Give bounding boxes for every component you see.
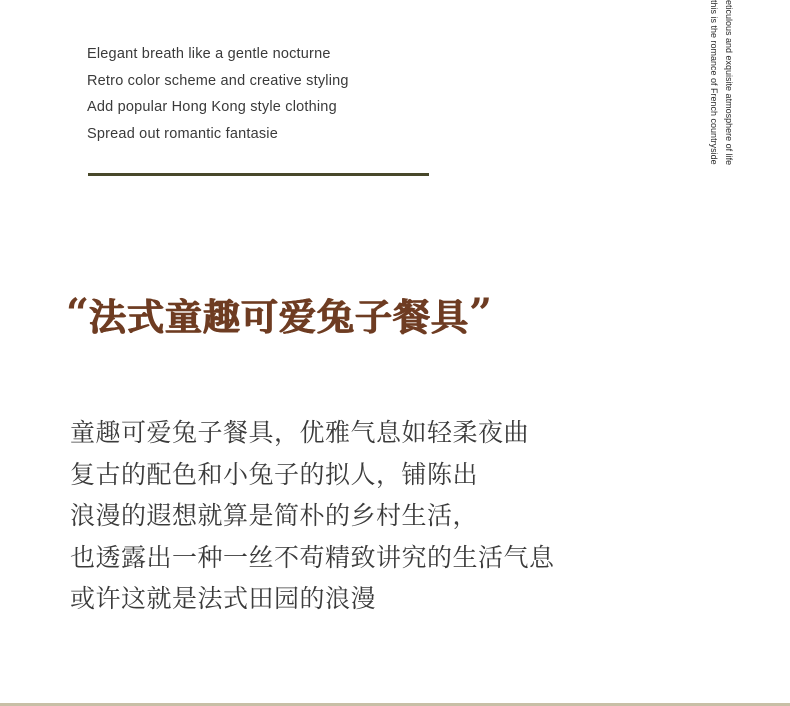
side-caption-2: eticulous and exquisite atmosphere of life bbox=[724, 0, 734, 166]
intro-line-4: Spread out romantic fantasie bbox=[87, 126, 278, 143]
description-line-3: 浪漫的遐想就算是简朴的乡村生活， bbox=[70, 501, 479, 530]
intro-divider bbox=[88, 173, 429, 176]
description-line-1: 童趣可爱兔子餐具，优雅气息如轻柔夜曲 bbox=[70, 418, 530, 447]
chinese-description bbox=[70, 412, 555, 620]
heading-close-quote: ” bbox=[469, 290, 493, 337]
intro-line-1: Elegant breath like a gentle nocturne bbox=[87, 46, 331, 62]
intro-line-2: Retro color scheme and creative styling bbox=[87, 72, 349, 89]
english-intro bbox=[87, 41, 447, 148]
description-line-5: 或许这就是法式田园的浪漫 bbox=[70, 584, 377, 613]
heading-open-quote: “ bbox=[66, 290, 90, 337]
section-heading bbox=[66, 290, 493, 340]
description-line-2: 复古的配色和小兔子的拟人，铺陈出 bbox=[70, 459, 479, 489]
heading-title: 法式童趣可爱兔子餐具 bbox=[89, 296, 470, 339]
side-caption-1: this is the romance of French countryside bbox=[709, 0, 719, 165]
intro-line-3: Add popular Hong Kong style clothing bbox=[87, 99, 337, 116]
description-line-4: 也透露出一种一丝不苟精致讲究的生活气息 bbox=[70, 542, 555, 572]
